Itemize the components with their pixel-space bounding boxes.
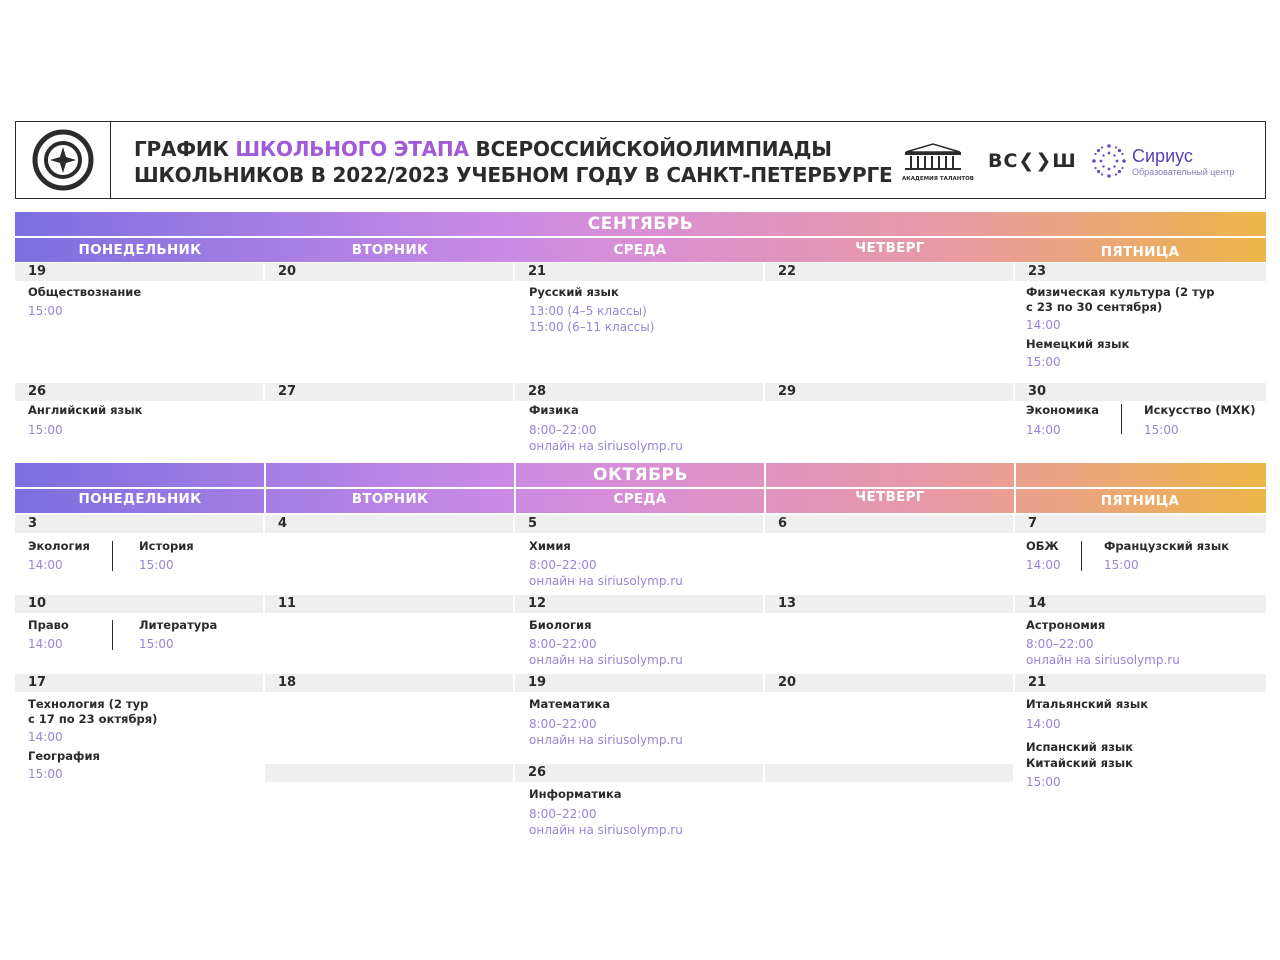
- event-time: 14:00: [1026, 423, 1061, 437]
- date-cell: 26: [15, 383, 263, 401]
- event-subject: Право: [28, 618, 69, 632]
- date-cell: 30: [1015, 383, 1266, 401]
- date-cell: 21: [515, 263, 763, 281]
- event-subject: Итальянский язык: [1026, 697, 1149, 711]
- weekday-friday: ПЯТНИЦА: [1100, 493, 1180, 509]
- date-cell: 19: [515, 674, 763, 692]
- event-subject: Астрономия: [1026, 618, 1106, 632]
- event-time: 14:00: [1026, 558, 1061, 572]
- event-subject: Немецкий язык: [1026, 337, 1130, 351]
- date-cell: 5: [515, 515, 763, 533]
- date-cell: 29: [765, 383, 1013, 401]
- event-time: 15:00: [1144, 423, 1179, 437]
- event-time: 8:00–22:00: [529, 637, 597, 651]
- weekday-wednesday: СРЕДА: [613, 491, 667, 507]
- event-time: 15:00: [1026, 775, 1061, 789]
- date-cell: 4: [265, 515, 513, 533]
- date-cell: 7: [1015, 515, 1266, 533]
- event-subject: Русский язык: [529, 285, 619, 299]
- weekday-monday: ПОНЕДЕЛЬНИК: [78, 491, 202, 507]
- date-cell: 6: [765, 515, 1013, 533]
- weekday-wednesday: СРЕДА: [613, 242, 667, 258]
- sirius-subtitle: Образовательный центр: [1132, 167, 1235, 177]
- event-subject: География: [28, 749, 100, 763]
- event-time: 13:00 (4–5 классы): [529, 304, 647, 318]
- date-cell: 23: [1015, 263, 1266, 281]
- event-online-link: онлайн на siriusolymp.ru: [529, 439, 683, 453]
- october-month-band: [15, 463, 1266, 487]
- event-time: 8:00–22:00: [529, 717, 597, 731]
- date-cell-empty: [265, 764, 513, 782]
- date-cell: 14: [1015, 595, 1266, 613]
- date-cell-empty: [765, 764, 1013, 782]
- date-cell: 26: [515, 764, 763, 782]
- event-online-link: онлайн на siriusolymp.ru: [529, 653, 683, 667]
- academy-logo-text: АКАДЕМИЯ ТАЛАНТОВ: [902, 176, 974, 182]
- event-time: 14:00: [1026, 318, 1061, 332]
- weekday-tuesday: ВТОРНИК: [351, 491, 429, 507]
- date-cell: 27: [265, 383, 513, 401]
- event-subject: ОБЖ: [1026, 539, 1059, 553]
- vsosh-logo: ВС❮❯Ш: [988, 150, 1077, 172]
- event-time: 15:00: [139, 558, 174, 572]
- event-time: 8:00–22:00: [529, 423, 597, 437]
- event-subject: с 23 по 30 сентября): [1026, 300, 1163, 314]
- event-subject: Испанский язык: [1026, 740, 1134, 754]
- date-cell: 3: [15, 515, 263, 533]
- event-time: 8:00–22:00: [1026, 637, 1094, 651]
- date-cell: 10: [15, 595, 263, 613]
- date-cell: 13: [765, 595, 1013, 613]
- event-time: 8:00–22:00: [529, 558, 597, 572]
- event-online-link: онлайн на siriusolymp.ru: [1026, 653, 1180, 667]
- event-time: 8:00–22:00: [529, 807, 597, 821]
- event-time: 15:00: [1104, 558, 1139, 572]
- event-time: 14:00: [28, 558, 63, 572]
- event-subject: Химия: [529, 539, 571, 553]
- event-online-link: онлайн на siriusolymp.ru: [529, 733, 683, 747]
- sirius-name: Сириус: [1132, 146, 1193, 166]
- academy-building-icon: [902, 142, 964, 172]
- event-subject: Китайский язык: [1026, 756, 1133, 770]
- event-time: 14:00: [1026, 717, 1061, 731]
- date-cell: 28: [515, 383, 763, 401]
- logo-box: [16, 122, 111, 198]
- event-time: 15:00: [139, 637, 174, 651]
- event-time: 15:00: [28, 423, 63, 437]
- event-subject: Литература: [139, 618, 218, 632]
- date-cell: 19: [15, 263, 263, 281]
- sirius-dots-icon: [1090, 142, 1128, 180]
- event-time: 15:00 (6–11 классы): [529, 320, 655, 334]
- weekday-thursday: ЧЕТВЕРГ: [855, 489, 925, 505]
- date-cell: 21: [1015, 674, 1266, 692]
- date-cell: 18: [265, 674, 513, 692]
- weekday-tuesday: ВТОРНИК: [351, 242, 429, 258]
- date-cell: 20: [265, 263, 513, 281]
- weekday-friday: ПЯТНИЦА: [1100, 244, 1180, 260]
- event-subject: Математика: [529, 697, 611, 711]
- event-subject: Искусство (МХК): [1144, 403, 1256, 417]
- weekday-thursday: ЧЕТВЕРГ: [855, 240, 925, 256]
- event-time: 14:00: [28, 637, 63, 651]
- september-month-band: [15, 212, 1266, 236]
- month-label-september: СЕНТЯБРЬ: [587, 214, 694, 234]
- event-online-link: онлайн на siriusolymp.ru: [529, 574, 683, 588]
- title-highlight: ШКОЛЬНОГО ЭТАПА: [235, 137, 469, 161]
- date-cell: 22: [765, 263, 1013, 281]
- date-cell: 20: [765, 674, 1013, 692]
- academy-logo: [902, 142, 974, 182]
- sirius-logo: [1090, 142, 1260, 182]
- page-header: [15, 121, 1266, 199]
- september-weekday-band: [15, 238, 1266, 262]
- event-subject: История: [139, 539, 194, 553]
- date-cell: 12: [515, 595, 763, 613]
- date-cell: 11: [265, 595, 513, 613]
- event-subject: Биология: [529, 618, 592, 632]
- event-time: 14:00: [28, 730, 63, 744]
- event-subject: Технология (2 тур: [28, 697, 149, 711]
- event-subject: Французский язык: [1104, 539, 1230, 553]
- page-title: ГРАФИК ШКОЛЬНОГО ЭТАПА ВСЕРОССИЙСКОЙОЛИМПИАДЫ ШКОЛЬНИКОВ В 2022/2023 УЧЕБНОМ ГОДУ В САНКТ-ПЕТЕРБУРГЕ: [134, 137, 893, 187]
- date-cell: 17: [15, 674, 263, 692]
- event-time: 15:00: [28, 767, 63, 781]
- event-online-link: онлайн на siriusolymp.ru: [529, 823, 683, 837]
- october-weekday-band: [15, 489, 1266, 513]
- event-subject: Экономика: [1026, 403, 1100, 417]
- compass-emblem-icon: [32, 129, 94, 191]
- event-subject: Обществознание: [28, 285, 142, 299]
- weekday-monday: ПОНЕДЕЛЬНИК: [78, 242, 202, 258]
- event-subject: Физика: [529, 403, 579, 417]
- event-time: 15:00: [28, 304, 63, 318]
- event-time: 15:00: [1026, 355, 1061, 369]
- event-subject: Информатика: [529, 787, 622, 801]
- event-subject: Английский язык: [28, 403, 143, 417]
- event-subject: с 17 по 23 октября): [28, 712, 158, 726]
- month-label-october: ОКТЯБРЬ: [593, 465, 688, 485]
- event-subject: Экология: [28, 539, 90, 553]
- event-subject: Физическая культура (2 тур: [1026, 285, 1215, 299]
